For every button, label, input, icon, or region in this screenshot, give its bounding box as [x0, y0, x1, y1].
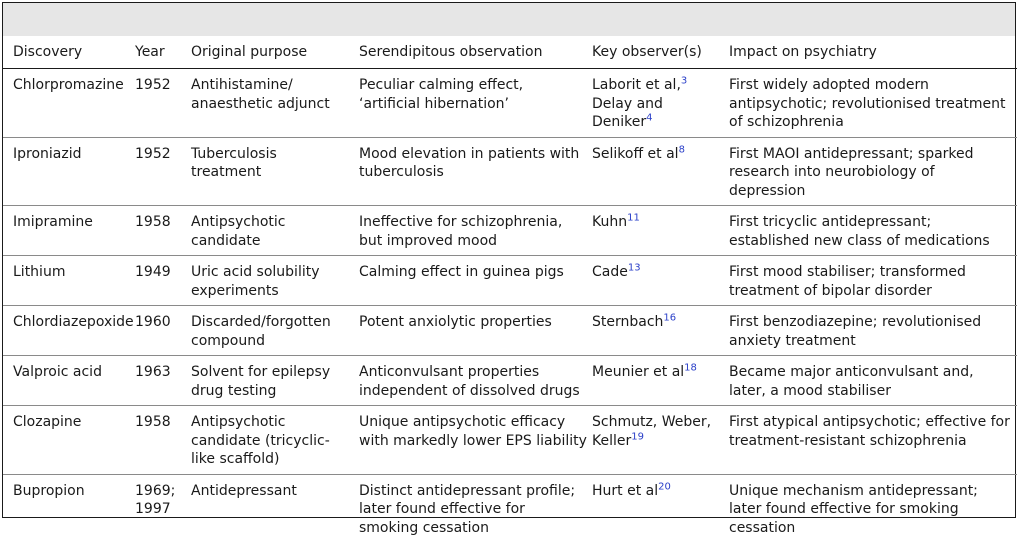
cell-impact: First mood stabiliser; transformed treatment of bipolar disorder: [726, 256, 1017, 306]
cell-impact: Became major anticonvulsant and, later, a mood stabiliser: [726, 356, 1017, 406]
cell-impact: First MAOI antidepressant; sparked research into neurobiology of depression: [726, 137, 1017, 206]
cell-year: 1958: [133, 406, 190, 475]
table-row: [3, 137, 1017, 206]
cell-observation: Anticonvulsant properties independent of dissolved drugs: [347, 356, 591, 406]
table-row: [3, 356, 1017, 406]
cell-key-observers: [591, 69, 726, 138]
cell-original-purpose: Discarded/forgotten compound: [190, 306, 347, 356]
observer-name: Selikoff et al: [592, 146, 679, 162]
cell-original-purpose: Antipsychotic candidate: [190, 206, 347, 256]
cell-key-observers: [591, 474, 726, 542]
reference-link[interactable]: 16: [663, 312, 676, 323]
cell-discovery: Chlorpromazine: [3, 69, 133, 138]
cell-discovery: Lithium: [3, 256, 133, 306]
reference-link[interactable]: 18: [684, 362, 697, 373]
cell-original-purpose: Uric acid solubility experiments: [190, 256, 347, 306]
cell-observation: Distinct antidepressant profile; later found effective for smoking cessation: [347, 474, 591, 542]
table-row: [3, 306, 1017, 356]
cell-impact: Unique mechanism antidepressant; later found effective for smoking cessation: [726, 474, 1017, 542]
cell-discovery: Imipramine: [3, 206, 133, 256]
reference-link[interactable]: 4: [646, 112, 652, 123]
cell-discovery: Chlordiazepoxide: [3, 306, 133, 356]
reference-link[interactable]: 20: [658, 481, 671, 492]
header-row: [3, 36, 1017, 69]
table-row: [3, 474, 1017, 542]
table-row: [3, 256, 1017, 306]
observer-name: Hurt et al: [592, 483, 658, 499]
cell-year: 1949: [133, 256, 190, 306]
header-year: Year: [133, 36, 190, 69]
cell-year: 1958: [133, 206, 190, 256]
observer-name: Laborit et al,: [592, 77, 681, 93]
observer-name: Delay and Deniker: [592, 96, 663, 131]
observer-name: Sternbach: [592, 314, 663, 330]
table-frame: [2, 2, 1016, 518]
reference-link[interactable]: 3: [681, 75, 687, 86]
cell-key-observers: [591, 206, 726, 256]
cell-key-observers: [591, 306, 726, 356]
cell-year: 1952: [133, 69, 190, 138]
header-impact: Impact on psychiatry: [726, 36, 1017, 69]
cell-impact: First tricyclic antidepressant; established new class of medications: [726, 206, 1017, 256]
cell-observation: Potent anxiolytic properties: [347, 306, 591, 356]
cell-observation: Calming effect in guinea pigs: [347, 256, 591, 306]
cell-original-purpose: Antihistamine/ anaesthetic adjunct: [190, 69, 347, 138]
header-serendipitous-observation: Serendipitous observation: [347, 36, 591, 69]
observer-name: Cade: [592, 264, 628, 280]
cell-discovery: Iproniazid: [3, 137, 133, 206]
discoveries-table: [3, 36, 1017, 542]
cell-discovery: Clozapine: [3, 406, 133, 475]
cell-original-purpose: Antipsychotic candidate (tricyclic-like scaffold): [190, 406, 347, 475]
observer-name: Meunier et al: [592, 364, 684, 380]
cell-key-observers: [591, 406, 726, 475]
reference-link[interactable]: 11: [627, 212, 640, 223]
cell-impact: First benzodiazepine; revolutionised anxiety treatment: [726, 306, 1017, 356]
cell-observation: Ineffective for schizophrenia, but improved mood: [347, 206, 591, 256]
reference-link[interactable]: 19: [631, 431, 644, 442]
table-row: [3, 406, 1017, 475]
cell-observation: Peculiar calming effect, ‘artificial hibernation’: [347, 69, 591, 138]
cell-key-observers: [591, 356, 726, 406]
header-discovery: Discovery: [3, 36, 133, 69]
header-original-purpose: Original purpose: [190, 36, 347, 69]
reference-link[interactable]: 8: [679, 144, 685, 155]
cell-original-purpose: Solvent for epilepsy drug testing: [190, 356, 347, 406]
observer-name: Kuhn: [592, 214, 627, 230]
table-row: [3, 206, 1017, 256]
cell-year: 1952: [133, 137, 190, 206]
cell-observation: Mood elevation in patients with tuberculosis: [347, 137, 591, 206]
cell-year: 1960: [133, 306, 190, 356]
header-key-observers: Key observer(s): [591, 36, 726, 69]
observer-name: Schmutz, Weber, Keller: [592, 414, 711, 449]
cell-year: 1969; 1997: [133, 474, 190, 542]
cell-year: 1963: [133, 356, 190, 406]
table-body: [3, 69, 1017, 542]
cell-original-purpose: Antidepressant: [190, 474, 347, 542]
table-row: [3, 69, 1017, 138]
table-title-bar: [3, 3, 1015, 36]
cell-key-observers: [591, 137, 726, 206]
cell-discovery: Bupropion: [3, 474, 133, 542]
cell-impact: First atypical antipsychotic; effective for treatment-resistant schizophrenia: [726, 406, 1017, 475]
cell-original-purpose: Tuberculosis treatment: [190, 137, 347, 206]
cell-observation: Unique antipsychotic efficacy with markedly lower EPS liability: [347, 406, 591, 475]
reference-link[interactable]: 13: [628, 262, 641, 273]
cell-impact: First widely adopted modern antipsychotic; revolutionised treatment of schizophrenia: [726, 69, 1017, 138]
cell-key-observers: [591, 256, 726, 306]
cell-discovery: Valproic acid: [3, 356, 133, 406]
